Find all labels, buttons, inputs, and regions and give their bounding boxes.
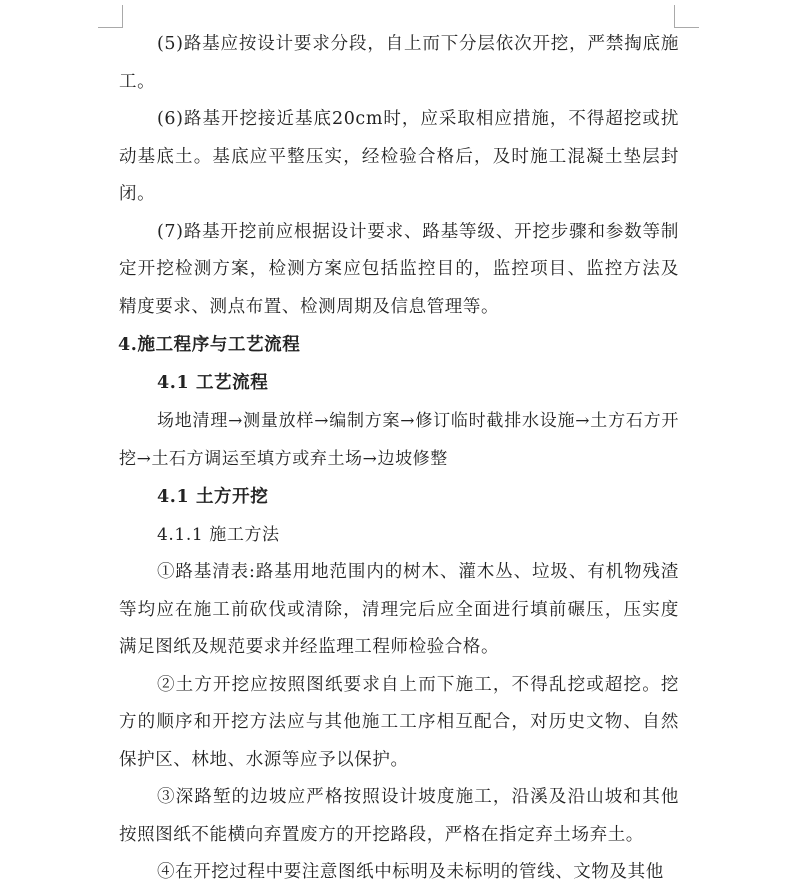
- paragraph-6: (6)路基开挖接近基底20cm时，应采取相应措施，不得超挖或扰动基底土。基底应平整压实，经检验合格后，及时施工混凝土垫层封闭。: [119, 109, 679, 204]
- method-item-4: ④在开挖过程中要注意图纸中标明及未标明的管线、文物及其他: [157, 862, 664, 881]
- document-page: [119, 26, 679, 881]
- paragraph-7: (7)路基开挖前应根据设计要求、路基等级、开挖步骤和参数等制定开挖检测方案，检测方案应包括监控目的，监控项目、监控方法及精度要求、测点布置、检测周期及信息管理等。: [119, 221, 679, 317]
- subsection-4-1-1-heading: 4.1.1 施工方法: [157, 525, 280, 545]
- crop-mark-top-right: [674, 5, 699, 28]
- method-item-2: ②土方开挖应按照图纸要求自上而下施工，不得乱挖或超挖。挖方的顺序和开挖方法应与其他施工工序相互配合，对历史文物、自然保护区、林地、水源等应予以保护。: [119, 674, 679, 770]
- method-item-3: ③深路堑的边坡应严格按照设计坡度施工，沿溪及沿山坡和其他按照图纸不能横向弃置废方的开挖路段，严格在指定弃土场弃土。: [119, 787, 679, 845]
- crop-mark-top-left: [98, 5, 123, 28]
- method-item-1: ①路基清表:路基用地范围内的树木、灌木丛、垃圾、有机物残渣等均应在施工前砍伐或清除，清理完后应全面进行填前碾压，压实度满足图纸及规范要求并经监理工程师检验合格。: [119, 562, 679, 657]
- subsection-earthwork-heading: 4.1 土方开挖: [157, 487, 269, 507]
- subsection-4-1-heading: 4.1 工艺流程: [157, 373, 269, 393]
- process-flow-text: 场地清理→测量放样→编制方案→修订临时截排水设施→土方石方开挖→土石方调运至填方或弃土场→边坡修整: [119, 411, 679, 469]
- paragraph-5: (5)路基应按设计要求分段，自上而下分层依次开挖，严禁掏底施工。: [119, 34, 679, 92]
- section-4-heading: 4.施工程序与工艺流程: [118, 335, 301, 355]
